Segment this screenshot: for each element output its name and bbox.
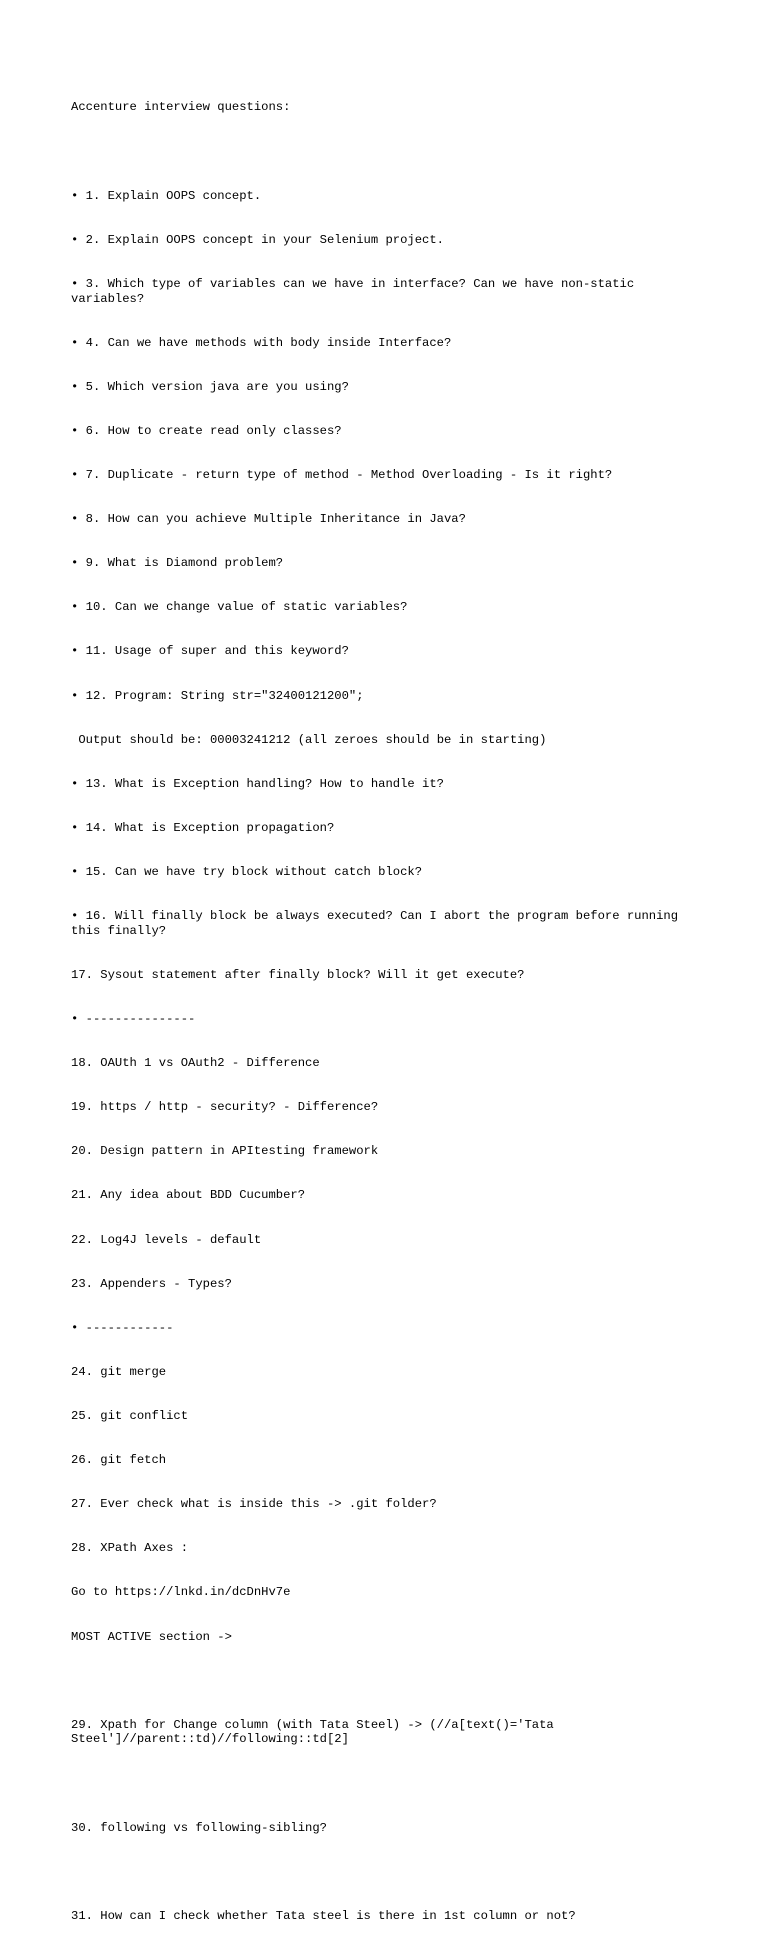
question-3: • 3. Which type of variables can we have in interface? Can we have non-static variables?: [71, 276, 642, 306]
question-7: • 7. Duplicate - return type of method - Method Overloading - Is it right?: [71, 467, 613, 482]
question-21: 21. Any idea about BDD Cucumber?: [71, 1188, 306, 1203]
question-18: 18. OAUth 1 vs OAuth2 - Difference: [71, 1056, 320, 1071]
question-14: • 14. What is Exception propagation?: [71, 820, 335, 835]
separator-1: • ---------------: [71, 1011, 196, 1026]
question-19: 19. https / http - security? - Difference?: [71, 1100, 379, 1115]
question-22: 22. Log4J levels - default: [71, 1232, 262, 1247]
question-1: • 1. Explain OOPS concept.: [71, 188, 262, 203]
question-25: 25. git conflict: [71, 1408, 189, 1423]
question-24: 24. git merge: [71, 1364, 167, 1379]
question-2: • 2. Explain OOPS concept in your Selenium project.: [71, 232, 444, 247]
question-20: 20. Design pattern in APItesting framework: [71, 1144, 379, 1159]
blank-line: [71, 1865, 711, 1880]
question-30: 30. following vs following-sibling?: [71, 1820, 327, 1835]
question-12-output: Output should be: 00003241212 (all zeroes should be in starting): [71, 732, 547, 747]
question-17: 17. Sysout statement after finally block? Will it get execute?: [71, 967, 525, 982]
question-29: 29. Xpath for Change column (with Tata Steel) -> (//a[text()='Tata Steel']//parent::td)//following::td[2]: [71, 1717, 562, 1747]
question-31: 31. How can I check whether Tata steel is there in 1st column or not?: [71, 1908, 576, 1923]
question-13: • 13. What is Exception handling? How to handle it?: [71, 776, 444, 791]
question-16: • 16. Will finally block be always executed? Can I abort the program before running this finally?: [71, 909, 686, 938]
document-page: [71, 71, 711, 1938]
question-27: 27. Ever check what is inside this -> .git folder?: [71, 1497, 437, 1512]
question-6: • 6. How to create read only classes?: [71, 423, 342, 438]
blank-line: [71, 1777, 711, 1792]
section-note: MOST ACTIVE section ->: [71, 1629, 232, 1644]
question-28: 28. XPath Axes :: [71, 1541, 189, 1556]
separator-2: • ------------: [71, 1320, 174, 1335]
question-5: • 5. Which version java are you using?: [71, 379, 349, 394]
question-26: 26. git fetch: [71, 1453, 167, 1468]
question-4: • 4. Can we have methods with body inside Interface?: [71, 335, 452, 350]
question-15: • 15. Can we have try block without catch block?: [71, 864, 423, 879]
question-8: • 8. How can you achieve Multiple Inheritance in Java?: [71, 512, 466, 527]
blank-line: [71, 1674, 711, 1689]
question-10: • 10. Can we change value of static variables?: [71, 600, 408, 615]
document-title: Accenture interview questions:: [71, 100, 291, 115]
question-23: 23. Appenders - Types?: [71, 1276, 232, 1291]
blank-line: [71, 145, 711, 160]
question-12: • 12. Program: String str="32400121200";: [71, 688, 364, 703]
question-11: • 11. Usage of super and this keyword?: [71, 644, 349, 659]
question-9: • 9. What is Diamond problem?: [71, 556, 284, 571]
link-line: Go to https://lnkd.in/dcDnHv7e: [71, 1585, 291, 1600]
